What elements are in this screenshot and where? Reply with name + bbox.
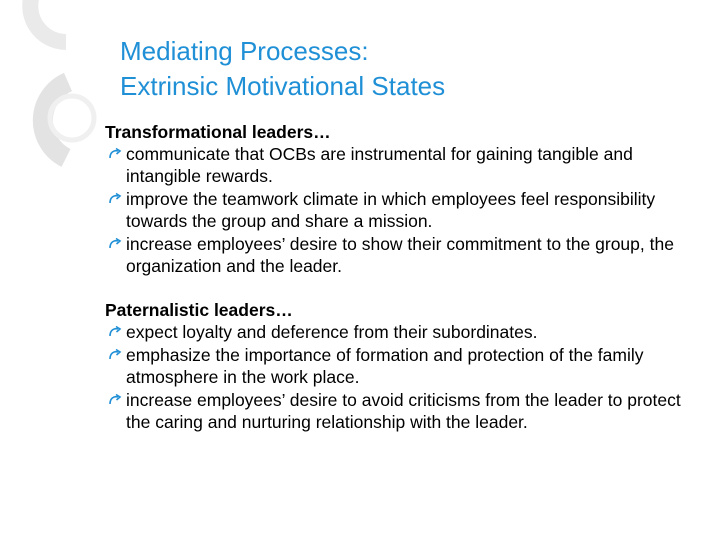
slide-title [120,34,700,104]
curved-arrow-bullet-icon [108,325,122,339]
slide-body [105,121,705,433]
decorative-arc-top [30,0,66,42]
bullet-text: improve the teamwork climate in which employees feel responsibility towards the group and share a mission. [126,188,656,232]
bullet-text: increase employees’ desire to avoid criticisms from the leader to protect the caring and nurturing relationship with the leader. [126,389,681,433]
curved-arrow-bullet-icon [108,237,122,251]
slide-title-line-1: Mediating Processes: [120,36,369,66]
bullet-text: expect loyalty and deference from their subordinates. [126,322,538,343]
curved-arrow-bullet-icon [108,192,122,206]
bullet-text: increase employees’ desire to show their commitment to the group, the organization and the leader. [126,233,674,277]
bullet-text: communicate that OCBs are instrumental for gaining tangible and intangible rewards. [126,144,633,187]
section-heading-transformational: Transformational leaders… [105,122,331,142]
bullet-item [105,188,705,233]
decorative-ring [50,96,94,140]
section-heading-paternalistic: Paternalistic leaders… [105,300,293,321]
curved-arrow-bullet-icon [108,348,122,362]
bullet-item [105,233,705,278]
curved-arrow-bullet-icon [108,393,122,407]
bullet-item [105,143,705,188]
bullet-item [105,344,705,389]
curved-arrow-bullet-icon [108,147,122,161]
section-spacer [105,277,705,299]
decorative-arc-large [43,82,68,158]
slide-title-line-2: Extrinsic Motivational States [120,71,446,101]
bullet-item [105,389,705,434]
bullet-text: emphasize the importance of formation and protection of the family atmosphere in the work place. [126,344,644,388]
bullet-item [105,321,705,343]
